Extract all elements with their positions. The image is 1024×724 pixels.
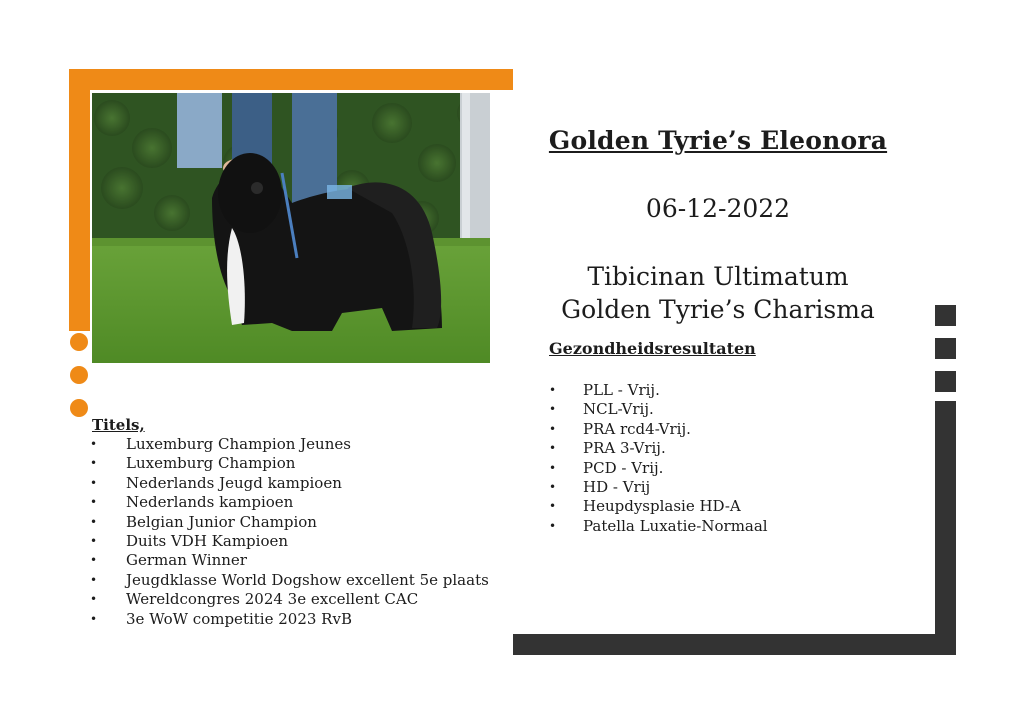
- titles-list: [90, 435, 489, 629]
- dam-name: Golden Tyrie’s Charisma: [561, 295, 875, 324]
- list-item: • PCD - Vrij.: [549, 458, 664, 477]
- list-item: • German Winner: [90, 551, 247, 570]
- orange-frame-top: [69, 69, 513, 90]
- list-item: • PLL - Vrij.: [549, 381, 660, 399]
- orange-dot: [70, 366, 88, 384]
- list-item: • NCL-Vrij.: [549, 400, 654, 419]
- list-item: • Duits VDH Kampioen: [90, 531, 289, 550]
- list-item: • 3e WoW competitie 2023 RvB: [90, 609, 352, 628]
- list-item: • HD - Vrij: [549, 477, 651, 496]
- health-heading: Gezondheidsresultaten: [549, 339, 756, 358]
- list-item: • PRA rcd4-Vrij.: [549, 419, 691, 438]
- list-item: • Luxemburg Champion: [90, 454, 296, 473]
- dog-name: Golden Tyrie’s Eleonora: [548, 126, 888, 155]
- orange-dot: [70, 333, 88, 351]
- dark-frame-bottom: [513, 634, 956, 655]
- health-list: [549, 381, 768, 536]
- dark-square: [935, 371, 956, 392]
- birth-date: 06-12-2022: [645, 194, 791, 223]
- list-item: • Patella Luxatie-Normaal: [549, 516, 768, 535]
- list-item: • Nederlands kampioen: [90, 493, 294, 512]
- orange-frame-left: [69, 69, 90, 331]
- sire-name: Tibicinan Ultimatum: [587, 262, 849, 291]
- list-item: • Heupdysplasie HD-A: [549, 497, 741, 516]
- orange-dot: [70, 399, 88, 417]
- dark-square: [935, 305, 956, 326]
- list-item: • Wereldcongres 2024 3e excellent CAC: [90, 590, 419, 609]
- dog-photo: [92, 93, 490, 363]
- list-item: • Jeugdklasse World Dogshow excellent 5e plaats: [90, 570, 489, 589]
- list-item: • Nederlands Jeugd kampioen: [90, 473, 342, 492]
- titles-heading: Titels,: [92, 416, 145, 434]
- parents: [513, 260, 923, 326]
- list-item: • PRA 3-Vrij.: [549, 439, 666, 458]
- dark-frame-right: [935, 401, 956, 655]
- list-item: • Luxemburg Champion Jeunes: [90, 435, 351, 453]
- list-item: • Belgian Junior Champion: [90, 512, 317, 531]
- dark-square: [935, 338, 956, 359]
